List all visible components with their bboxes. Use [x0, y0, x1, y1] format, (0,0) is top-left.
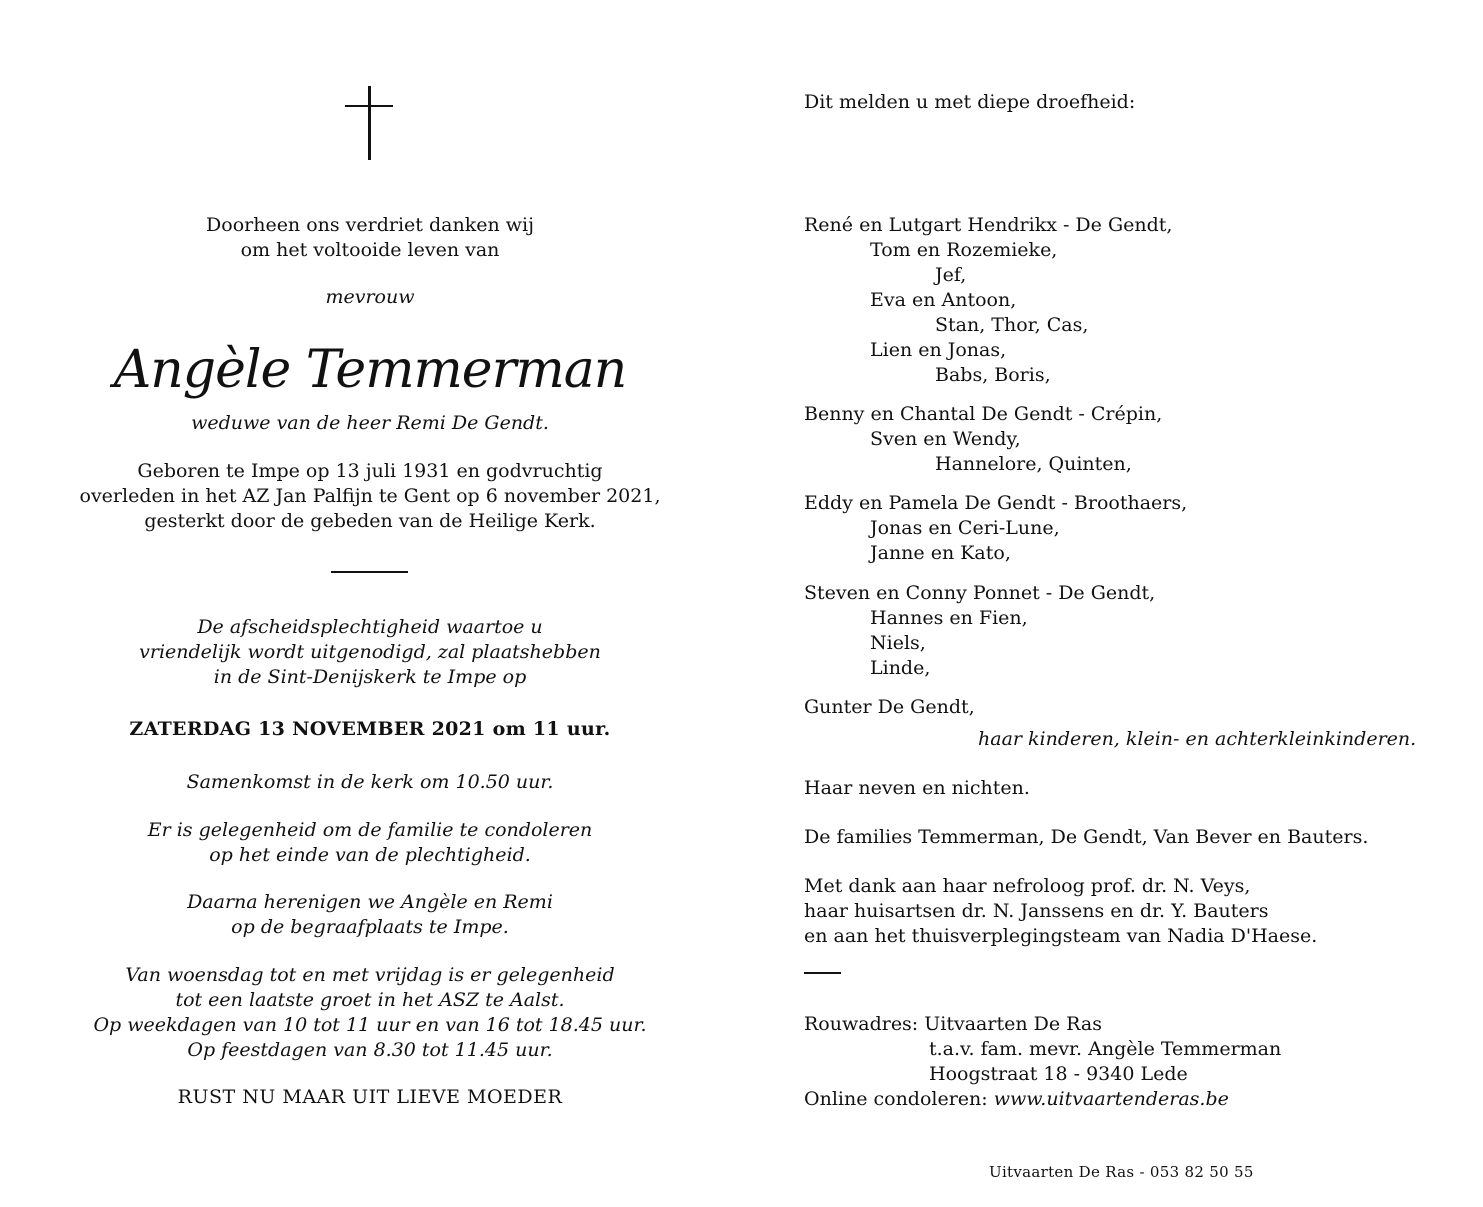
closing-line: RUST NU MAAR UIT LIEVE MOEDER	[177, 1086, 563, 1108]
list-item: Sven en Wendy,	[870, 428, 1021, 450]
list-item: Eddy en Pamela De Gendt - Broothaers,	[804, 492, 1188, 514]
divider	[331, 571, 408, 573]
address-attn: t.a.v. fam. mevr. Angèle Temmerman	[929, 1038, 1282, 1060]
descendants-line: haar kinderen, klein- en achterkleinkinderen.	[978, 728, 1417, 750]
list-item: René en Lutgart Hendrikx - De Gendt,	[804, 214, 1173, 236]
list-item: Jonas en Ceri-Lune,	[870, 517, 1060, 539]
online-label: Online condoleren:	[804, 1088, 988, 1110]
list-item: Tom en Rozemieke,	[870, 239, 1058, 261]
meeting-time: Samenkomst in de kerk om 10.50 uur.	[186, 771, 554, 793]
thanks-text: Met dank aan haar nefroloog prof. dr. N. Veys, haar huisartsen dr. N. Janssens en dr. Y. Bauters en aan het thuisverplegingsteam van Nadia D'Haese.	[804, 875, 1318, 947]
list-item: Jef,	[935, 264, 967, 286]
family-block-3	[804, 491, 1187, 566]
list-item: Hannelore, Quinten,	[935, 453, 1132, 475]
visitation-text: Van woensdag tot en met vrijdag is er gelegenheid tot een laatste groet in het ASZ te Aalst. Op weekdagen van 10 tot 11 uur en van 16 tot 18.45 uur. Op feestdagen van 8.30 tot 11.45 uur.	[93, 964, 647, 1061]
online-url[interactable]: www.uitvaartenderas.be	[993, 1088, 1229, 1110]
list-item: Babs, Boris,	[935, 364, 1051, 386]
address-label: Rouwadres:	[804, 1013, 919, 1035]
family-block-1	[804, 213, 1172, 388]
ceremony-date: ZATERDAG 13 NOVEMBER 2021 om 11 uur.	[129, 718, 611, 740]
list-item: Lien en Jonas,	[870, 339, 1007, 361]
deceased-name: Angèle Temmerman	[113, 340, 627, 400]
burial-text: Daarna herenigen we Angèle en Remi op de begraafplaats te Impe.	[187, 891, 553, 938]
intro-text: Doorheen ons verdriet danken wij om het voltooide leven van	[206, 214, 534, 261]
address-name: Uitvaarten De Ras	[924, 1013, 1102, 1035]
families-line: De families Temmerman, De Gendt, Van Bever en Bauters.	[804, 826, 1369, 848]
list-item: Janne en Kato,	[870, 542, 1011, 564]
list-item: Benny en Chantal De Gendt - Crépin,	[804, 403, 1163, 425]
list-item: Steven en Conny Ponnet - De Gendt,	[804, 582, 1156, 604]
list-item: Eva en Antoon,	[870, 289, 1017, 311]
honorific: mevrouw	[325, 286, 415, 308]
condolence-text: Er is gelegenheid om de familie te condoleren op het einde van de plechtigheid.	[147, 819, 593, 866]
list-item: Hannes en Fien,	[870, 607, 1028, 629]
birth-death-text: Geboren te Impe op 13 juli 1931 en godvruchtig overleden in het AZ Jan Palfijn te Gent op 6 november 2021, gesterkt door de gebeden van de Heilige Kerk.	[79, 460, 661, 532]
announcement: Dit melden u met diepe droefheid:	[804, 91, 1136, 113]
footer-contact: Uitvaarten De Ras - 053 82 50 55	[989, 1163, 1254, 1181]
address-block	[804, 1012, 1281, 1112]
ceremony-text: De afscheidsplechtigheid waartoe u vriendelijk wordt uitgenodigd, zal plaatshebben in de Sint-Denijskerk te Impe op	[139, 616, 601, 688]
list-item: Gunter De Gendt,	[804, 696, 975, 718]
list-item: Stan, Thor, Cas,	[935, 314, 1089, 336]
cousins-line: Haar neven en nichten.	[804, 777, 1030, 799]
widow-line: weduwe van de heer Remi De Gendt.	[191, 412, 549, 434]
cross-icon	[345, 86, 395, 162]
list-item: Linde,	[870, 657, 931, 679]
family-block-4	[804, 581, 1155, 681]
list-item: Niels,	[870, 632, 926, 654]
family-block-2	[804, 402, 1162, 477]
divider	[804, 972, 841, 974]
address-street: Hoogstraat 18 - 9340 Lede	[929, 1063, 1188, 1085]
